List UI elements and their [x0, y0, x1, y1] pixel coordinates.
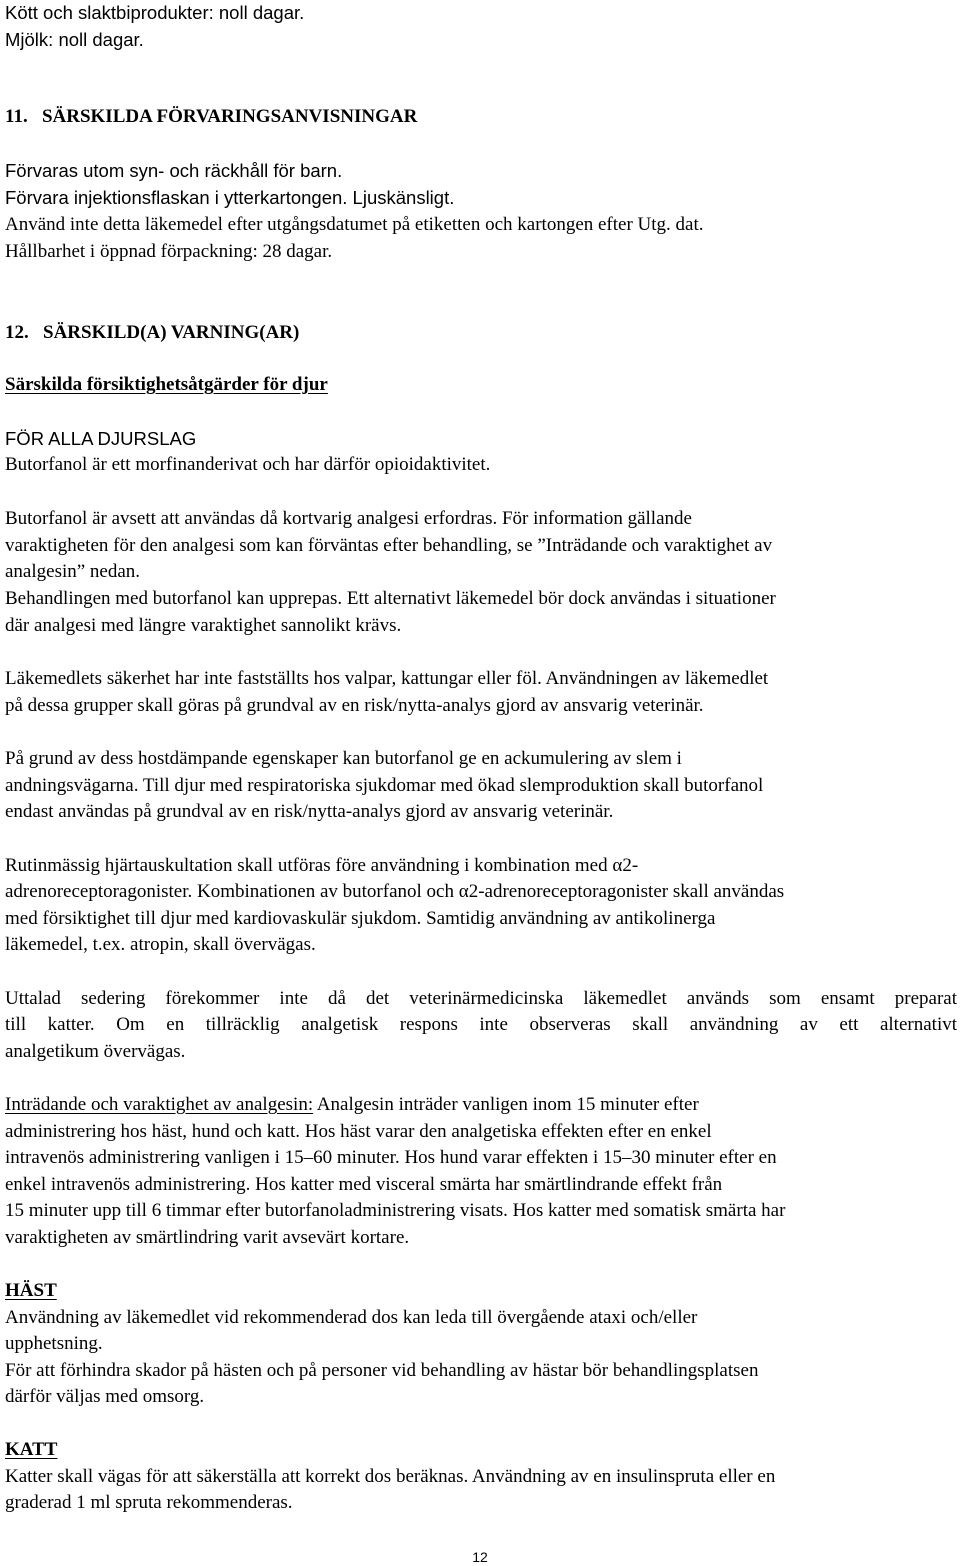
p7-line-1: [5, 1092, 699, 1119]
withdrawal-meat: Kött och slaktbiprodukter: noll dagar.: [5, 2, 305, 23]
storage-line-1: Förvaras utom syn- och räckhåll för barn.: [5, 160, 343, 181]
p4-line-3: endast användas på grundval av en risk/nytta-analys gjord av ansvarig veterinär.: [5, 801, 614, 822]
p3-line-2: på dessa grupper skall göras på grundval av en risk/nytta-analys gjord av ansvarig veterinär.: [5, 695, 704, 716]
all-species-label: FÖR ALLA DJURSLAG: [5, 428, 197, 449]
horse-line-1: Användning av läkemedlet vid rekommenderad dos kan leda till övergående ataxi och/eller: [5, 1307, 698, 1328]
p2-line-3: analgesin” nedan.: [5, 561, 141, 582]
p4-line-2: andningsvägarna. Till djur med respiratoriska sjukdomar med ökad slemproduktion skall butorfanol: [5, 775, 764, 796]
p4-line-1: På grund av dess hostdämpande egenskaper kan butorfanol ge en ackumulering av slem i: [5, 748, 682, 769]
p2-line-2: varaktigheten för den analgesi som kan förväntas efter behandling, se ”Inträdande och varaktighet av: [5, 535, 773, 556]
p6-line-2: till katter. Om en tillräcklig analgetisk respons inte observeras skall användning av ett alternativt: [5, 1014, 957, 1035]
horse-line-3: För att förhindra skador på hästen och på personer vid behandling av hästar bör behandlingsplatsen: [5, 1360, 759, 1381]
page-number: 12: [472, 1549, 488, 1565]
p7-line-4: enkel intravenös administrering. Hos katter med visceral smärta har smärtlindrande effekt från: [5, 1174, 723, 1195]
p5-line-2: adrenoreceptoragonister. Kombinationen av butorfanol och α2-adrenoreceptoragonister skall användas: [5, 881, 785, 902]
horse-heading: HÄST: [5, 1280, 57, 1301]
storage-line-3: Använd inte detta läkemedel efter utgångsdatumet på etiketten och kartongen efter Utg. dat.: [5, 214, 704, 235]
section-11-heading: 11. SÄRSKILDA FÖRVARINGSANVISNINGAR: [5, 106, 418, 127]
withdrawal-milk: Mjölk: noll dagar.: [5, 29, 144, 50]
cat-heading: KATT: [5, 1439, 58, 1460]
p5-line-4: läkemedel, t.ex. atropin, skall övervägas.: [5, 934, 316, 955]
paragraph-1: Butorfanol är ett morfinanderivat och har därför opioidaktivitet.: [5, 454, 491, 475]
p6-line-3: analgetikum övervägas.: [5, 1041, 186, 1062]
p2-line-5: där analgesi med längre varaktighet sannolikt krävs.: [5, 615, 402, 636]
horse-line-4: därför väljas med omsorg.: [5, 1386, 205, 1407]
p6-line-1: Uttalad sedering förekommer inte då det veterinärmedicinska läkemedlet används som ensamt preparat: [5, 988, 957, 1009]
special-precautions-heading: Särskilda försiktighetsåtgärder för djur: [5, 374, 328, 395]
p7-line-5: 15 minuter upp till 6 timmar efter butorfanoladministrering visats. Hos katter med somatisk smärta har: [5, 1200, 786, 1221]
p5-line-1: Rutinmässig hjärtauskultation skall utföras före användning i kombination med α2-: [5, 855, 639, 876]
horse-line-2: upphetsning.: [5, 1333, 103, 1354]
section-12-heading: 12. SÄRSKILD(A) VARNING(AR): [5, 322, 300, 343]
storage-line-4: Hållbarhet i öppnad förpackning: 28 dagar.: [5, 241, 333, 262]
p7-line-6: varaktigheten av smärtlindring varit avsevärt kortare.: [5, 1227, 410, 1248]
p2-line-4: Behandlingen med butorfanol kan upprepas. Ett alternativt läkemedel bör dock användas i situationer: [5, 588, 776, 609]
p7-line-3: intravenös administrering vanligen i 15–60 minuter. Hos hund varar effekten i 15–30 minuter efter en: [5, 1147, 777, 1168]
storage-line-2: Förvara injektionsflaskan i ytterkartongen. Ljuskänsligt.: [5, 187, 455, 208]
onset-duration-label: Inträdande och varaktighet av analgesin:: [5, 1094, 314, 1115]
p7-line-2: administrering hos häst, hund och katt. Hos häst varar den analgetiska effekten efter en enkel: [5, 1121, 712, 1142]
p5-line-3: med försiktighet till djur med kardiovaskulär sjukdom. Samtidig användning av antikolinerga: [5, 908, 716, 929]
p3-line-1: Läkemedlets säkerhet har inte fastställts hos valpar, kattungar eller föl. Användningen av läkemedlet: [5, 668, 769, 689]
cat-line-2: graderad 1 ml spruta rekommenderas.: [5, 1492, 293, 1513]
onset-duration-text: Analgesin inträder vanligen inom 15 minuter efter: [313, 1094, 699, 1115]
cat-line-1: Katter skall vägas för att säkerställa att korrekt dos beräknas. Användning av en insulinspruta eller en: [5, 1466, 776, 1487]
p2-line-1: Butorfanol är avsett att användas då kortvarig analgesi erfordras. För information gällande: [5, 508, 692, 529]
